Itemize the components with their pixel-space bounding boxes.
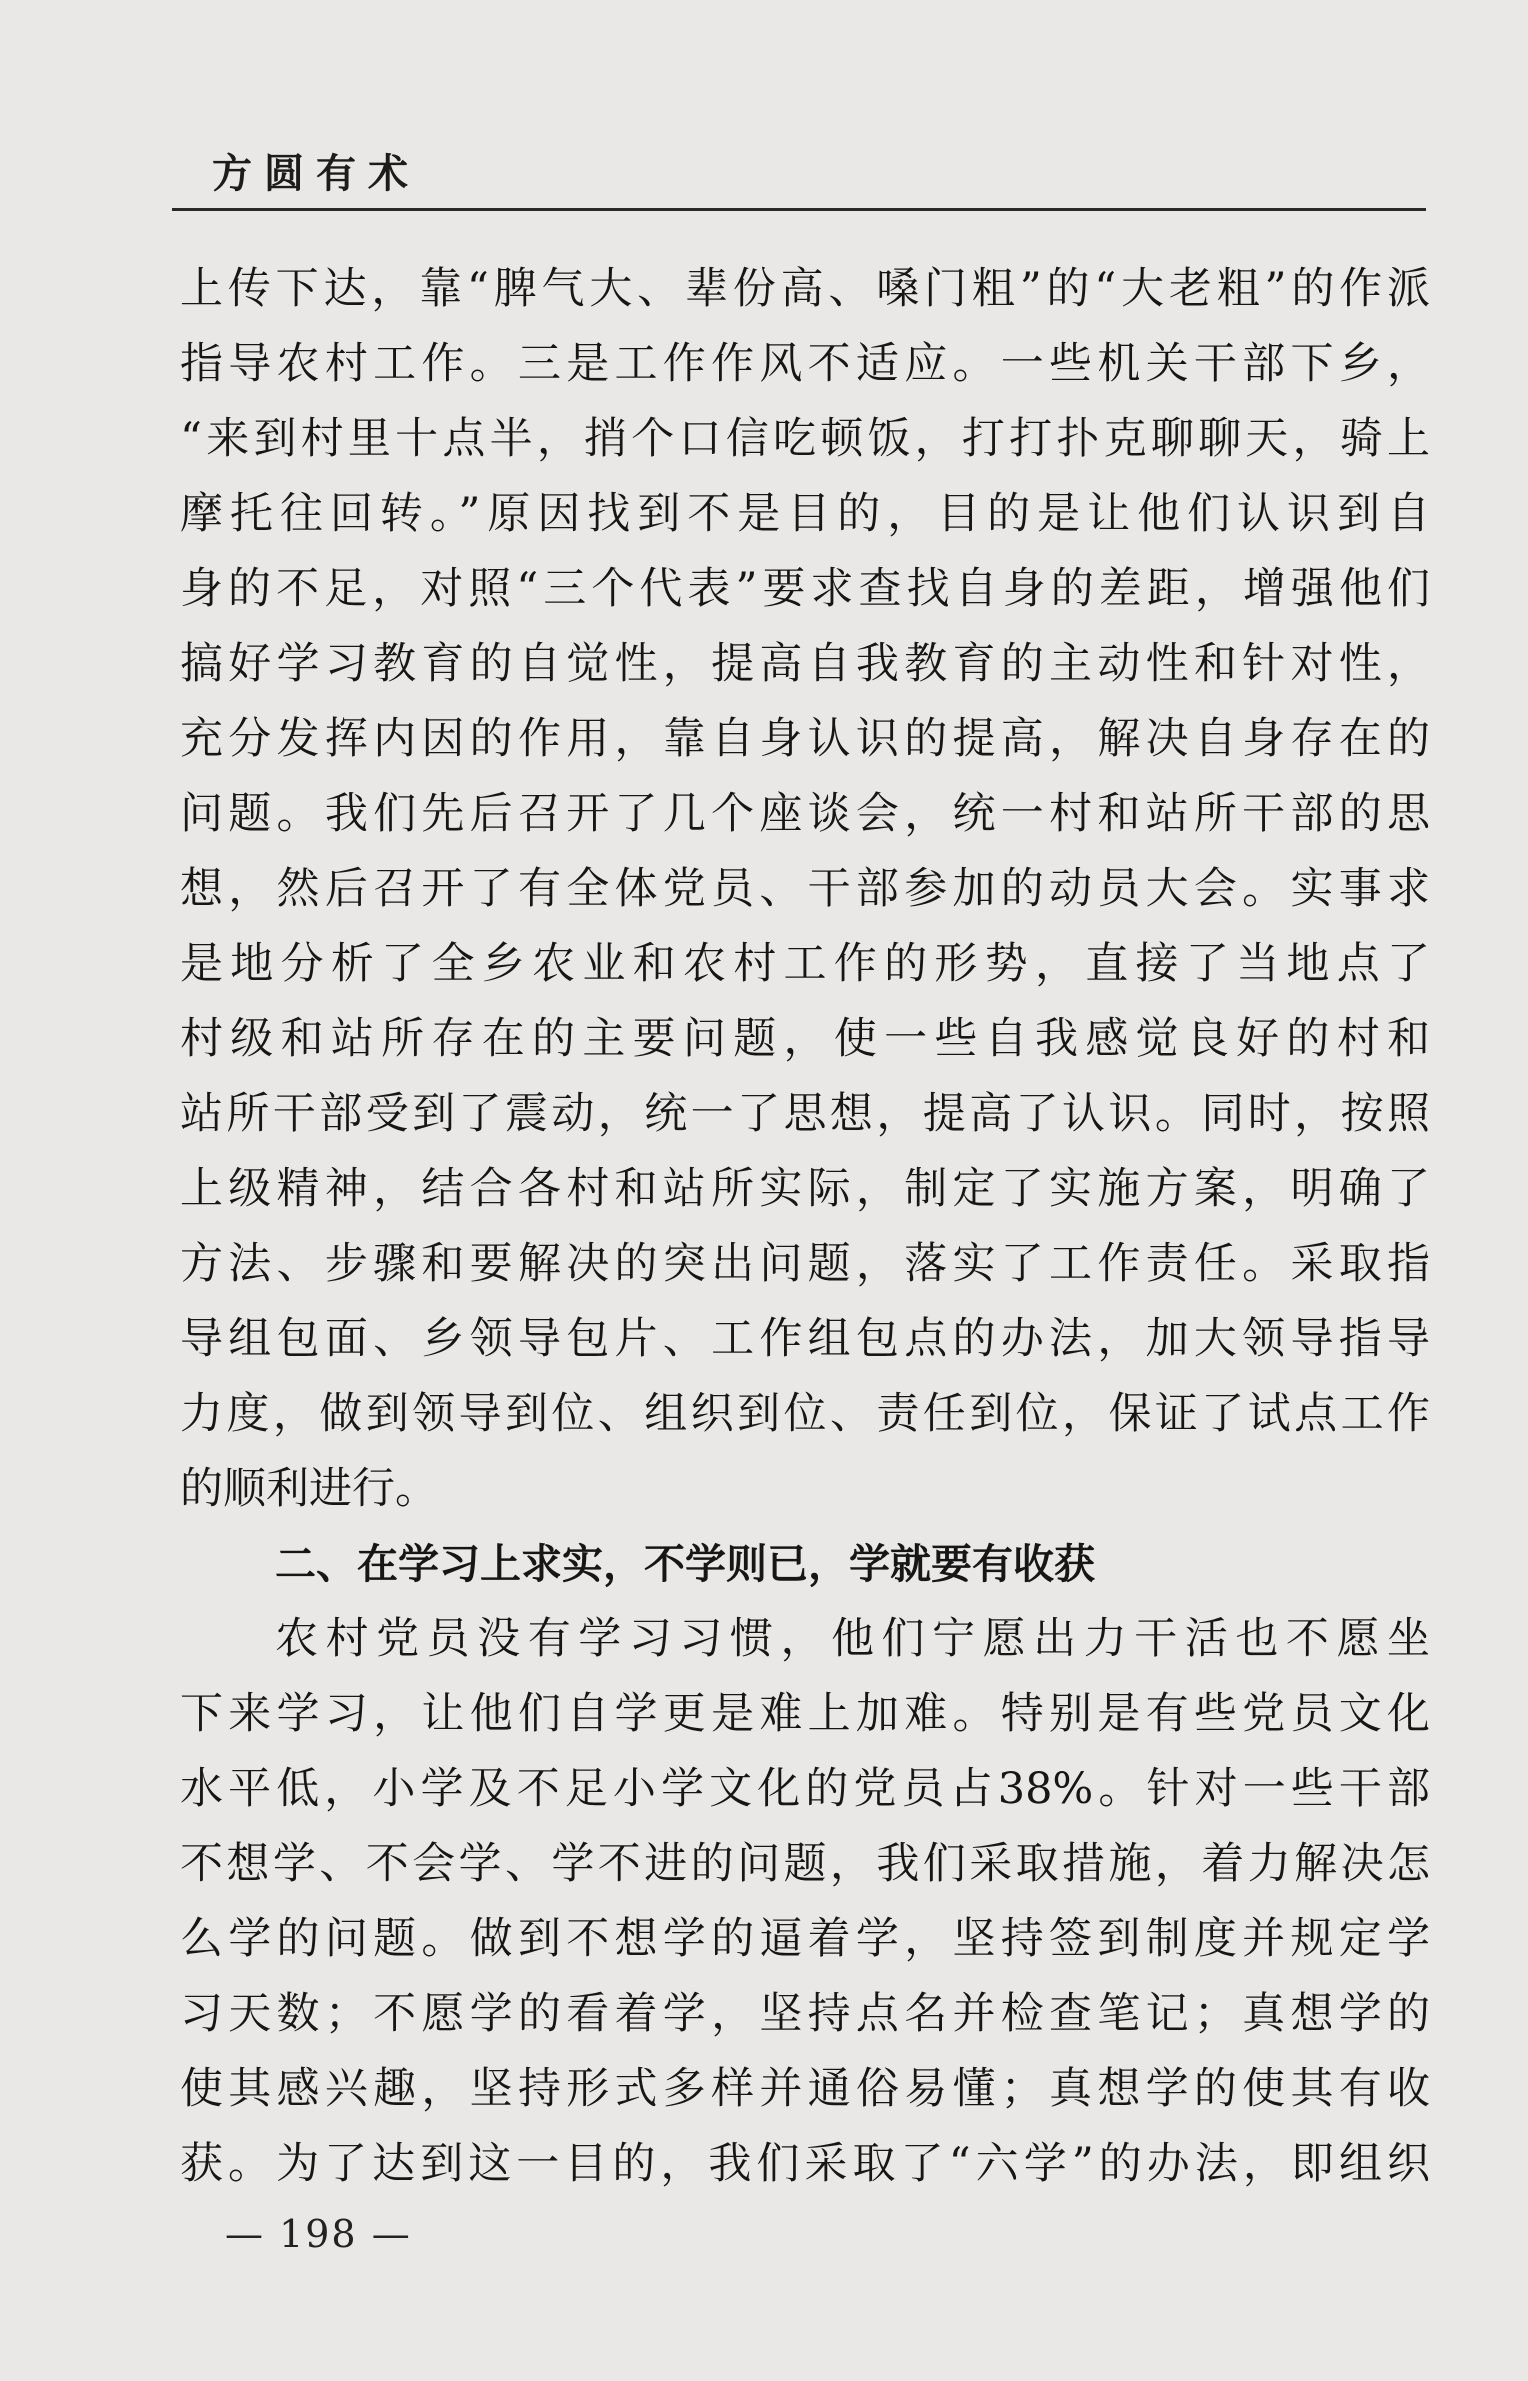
text-line: 指导农村工作。三是工作作风不适应。一些机关干部下乡， [180, 339, 1430, 389]
text-line: 使其感兴趣，坚持形式多样并通俗易懂；真想学的使其有收 [180, 2064, 1430, 2114]
text-line: 不想学、不会学、学不进的问题，我们采取措施，着力解决怎 [180, 1839, 1430, 1889]
text-line: 村级和站所存在的主要问题，使一些自我感觉良好的村和 [180, 1014, 1430, 1064]
body-text [180, 252, 1430, 2202]
text-line: 充分发挥内因的作用，靠自身认识的提高，解决自身存在的 [180, 714, 1430, 764]
text-line: 导组包面、乡领导包片、工作组包点的办法，加大领导指导 [180, 1314, 1430, 1364]
text-line: 方法、步骤和要解决的突出问题，落实了工作责任。采取指 [180, 1239, 1430, 1289]
text-line: 上级精神，结合各村和站所实际，制定了实施方案，明确了 [180, 1164, 1430, 1214]
text-line: 摩托往回转。”原因找到不是目的，目的是让他们认识到自 [180, 489, 1430, 539]
text-line: 力度，做到领导到位、组织到位、责任到位，保证了试点工作 [180, 1389, 1430, 1439]
text-line: 想，然后召开了有全体党员、干部参加的动员大会。实事求 [180, 864, 1430, 914]
text-line: “来到村里十点半，捎个口信吃顿饭，打打扑克聊聊天，骑上 [180, 414, 1430, 464]
running-header-title: 方圆有术 [212, 151, 420, 197]
text-line: 下来学习，让他们自学更是难上加难。特别是有些党员文化 [180, 1689, 1430, 1739]
text-line: 身的不足，对照“三个代表”要求查找自身的差距，增强他们 [180, 564, 1430, 614]
text-line: 获。为了达到这一目的，我们采取了“六学”的办法，即组织 [180, 2139, 1430, 2189]
text-line: 习天数；不愿学的看着学，坚持点名并检查笔记；真想学的 [180, 1989, 1430, 2039]
text-line: 么学的问题。做到不想学的逼着学，坚持签到制度并规定学 [180, 1914, 1430, 1964]
text-line: 搞好学习教育的自觉性，提高自我教育的主动性和针对性， [180, 639, 1430, 689]
text-line: 水平低，小学及不足小学文化的党员占38%。针对一些干部 [180, 1764, 1430, 1814]
header-divider [172, 208, 1426, 211]
text-line: 的顺利进行。 [180, 1464, 438, 1514]
text-line: 问题。我们先后召开了几个座谈会，统一村和站所干部的思 [180, 789, 1430, 839]
section-heading: 二、在学习上求实，不学则已，学就要有收获 [275, 1540, 1095, 1588]
text-line: 站所干部受到了震动，统一了思想，提高了认识。同时，按照 [180, 1089, 1430, 1139]
text-line: 上传下达，靠“脾气大、辈份高、嗓门粗”的“大老粗”的作派 [180, 264, 1430, 314]
text-line: 农村党员没有学习习惯，他们宁愿出力干活也不愿坐 [275, 1614, 1430, 1664]
page-number: — 198 — [225, 2212, 412, 2256]
text-line: 是地分析了全乡农业和农村工作的形势，直接了当地点了 [180, 939, 1430, 989]
